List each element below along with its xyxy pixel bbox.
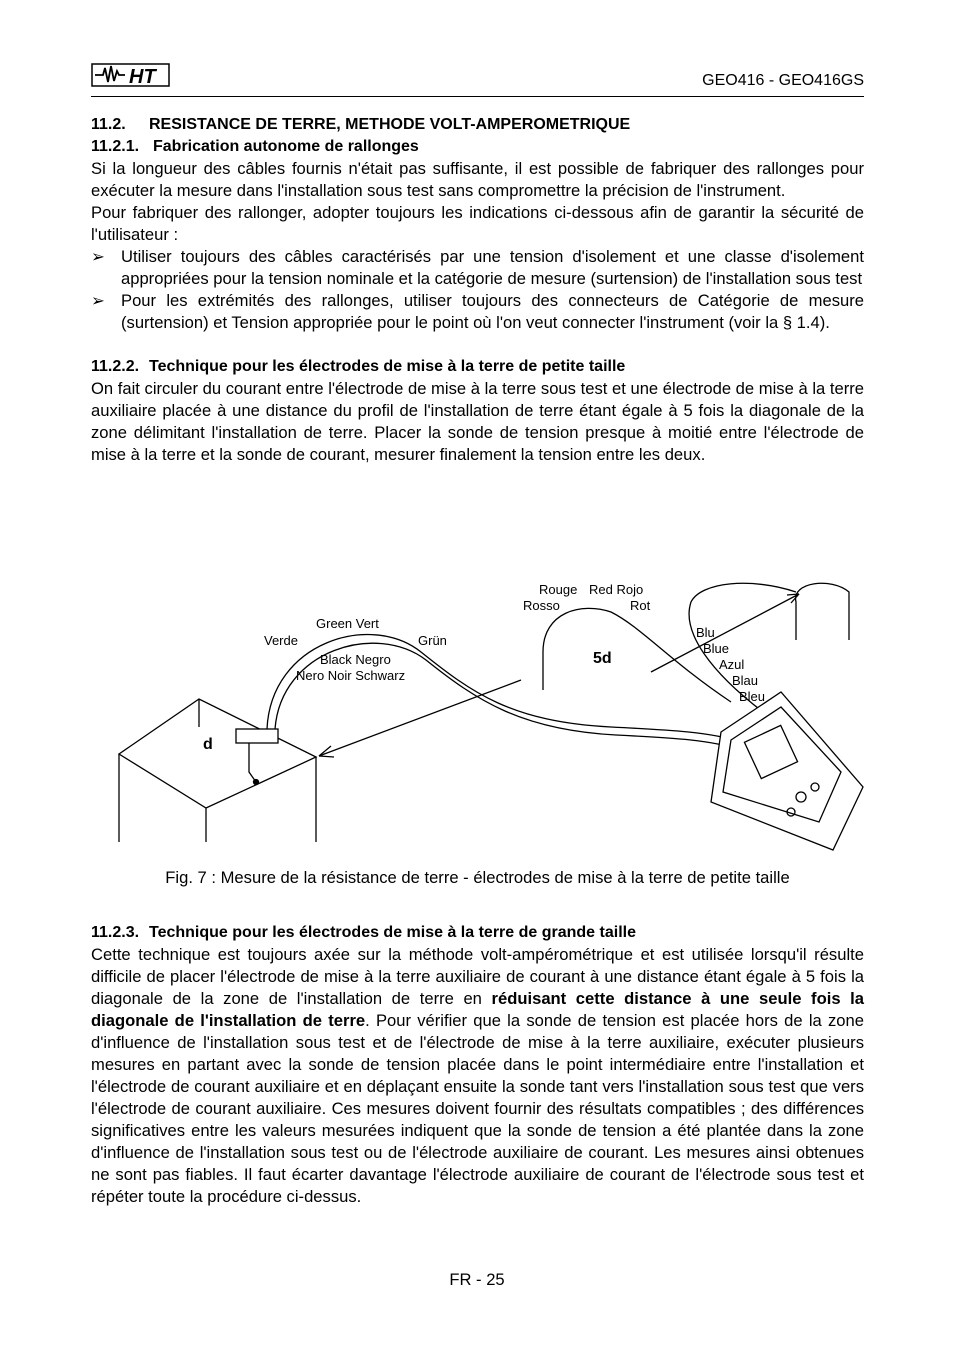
- section-title: RESISTANCE DE TERRE, METHODE VOLT-AMPEROMETRIQUE: [149, 116, 631, 133]
- label-d: d: [203, 736, 213, 753]
- paragraph-4-start: Cette technique est toujours axée sur la méthode volt-ampérométrique et est utilisée lorsqu'il résulte difficile de placer l'électrode de mise à la terre auxiliaire de courant à une distance étant égale à 5 fois la diagonale de la zone de l'installation de terre en: [91, 945, 864, 1008]
- page-number: FR - 25: [449, 1270, 505, 1289]
- label-red-rojo: Red Rojo: [589, 582, 644, 597]
- label-5d: 5d: [593, 650, 612, 667]
- list-item: [91, 246, 864, 290]
- list-item-text: Pour les extrémités des rallonges, utiliser toujours des connecteurs de Catégorie de mesure (surtension) et Tension appropriée pour le point où l'on veut connecter l'instrument (voir la § 1.4).: [121, 291, 864, 332]
- paragraph-4-end: . Pour vérifier que la sonde de tension est placée hors de la zone d'influence de l'installation sous test et de l'électrode de mise à la terre auxiliaire, exécuter plusieurs mesures en partant avec la sonde de tension placée dans le point intermédiaire entre l'installation et l'électrode de courant auxiliaire et en déplaçant ensuite la sonde tant vers l'installation sous test que vers l'électrode de courant auxiliaire. Ces mesures doivent fournir des résultats compatibles ; des différences significatives entre les valeurs mesurées indiquent que la sonde de tension a été plantée dans la zone d'influence de l'installation sous test ou de l'électrode auxiliaire de courant. Les mesures ainsi obtenues ne sont pas fiables. Il faut écarter davantage l'électrode auxiliaire de courant de l'électrode sous test et répéter toute la procédure ci-dessus.: [91, 1011, 864, 1206]
- subsection-number-1: 11.2.1.: [91, 138, 140, 155]
- ht-logo: [91, 62, 171, 88]
- bullet-list: [91, 246, 864, 334]
- subsection-title-2: Technique pour les électrodes de mise à la terre de petite taille: [149, 358, 626, 375]
- figure-7: [91, 572, 864, 862]
- paragraph-1: Si la longueur des câbles fournis n'était pas suffisante, il est possible de fabriquer des rallonges pour exécuter la mesure dans l'installation sous test sans compromettre la précision de l'instrument.: [91, 159, 864, 200]
- subsection-heading-1: [91, 136, 864, 158]
- label-rosso: Rosso: [523, 598, 560, 613]
- subsection-3: [91, 922, 864, 1208]
- main-content: [91, 114, 864, 466]
- paragraph-3: On fait circuler du courant entre l'électrode de mise à la terre sous test et une électrode de mise à la terre auxiliaire placée à une distance du profil de l'installation de terre étant égale à 5 fois la diagonale de la zone délimitant l'installation de terre. Placer la sonde de tension presque à moitié entre l'électrode de mise à la terre et la sonde de courant, mesurer finalement la tension entre les deux.: [91, 379, 864, 464]
- arrow-bullet-icon: ➢: [91, 247, 105, 266]
- earth-resistance-diagram: [91, 572, 864, 862]
- label-nero-noir-schwarz: Nero Noir Schwarz: [296, 668, 406, 683]
- label-black-negro: Black Negro: [320, 652, 391, 667]
- label-green-vert: Green Vert: [316, 616, 379, 631]
- subsection-heading-2: [91, 356, 864, 378]
- label-bleu: Bleu: [739, 689, 766, 704]
- label-rot: Rot: [630, 598, 651, 613]
- arrow-bullet-icon: ➢: [91, 291, 105, 310]
- label-blau: Blau: [732, 673, 759, 688]
- list-item: [91, 290, 864, 334]
- label-blu: Blu: [696, 625, 715, 640]
- subsection-title-3: Technique pour les électrodes de mise à la terre de grande taille: [149, 924, 636, 941]
- subsection-number-3: 11.2.3.: [91, 924, 140, 941]
- logo-text: HT: [129, 66, 156, 88]
- figure-caption: Fig. 7 : Mesure de la résistance de terre - électrodes de mise à la terre de petite taille: [165, 868, 790, 887]
- label-verde: Verde: [264, 633, 298, 648]
- section-number: 11.2.: [91, 116, 126, 133]
- subsection-number-2: 11.2.2.: [91, 358, 140, 375]
- subsection-heading-3: [91, 922, 864, 944]
- subsection-title-1: Fabrication autonome de rallonges: [153, 138, 419, 155]
- label-grun: Grün: [418, 633, 447, 648]
- document-id: GEO416 - GEO416GS: [702, 72, 864, 89]
- paragraph-4-bold: réduisant cette distance à une seule fois la diagonale de l'installation de terre: [91, 989, 864, 1030]
- paragraph-2: Pour fabriquer des rallonger, adopter toujours les indications ci-dessous afin de garantir la sécurité de l'utilisateur :: [91, 203, 864, 244]
- list-item-text: Utiliser toujours des câbles caractérisés par une tension d'isolement et une classe d'isolement appropriées pour la tension nominale et la catégorie de mesure (surtension) de l'installation sous test: [121, 247, 864, 288]
- paragraph-4: [91, 944, 864, 1208]
- label-rouge: Rouge: [539, 582, 578, 597]
- label-blue: Blue: [703, 641, 730, 656]
- label-azul: Azul: [719, 657, 745, 672]
- section-heading: [91, 114, 864, 136]
- page-header: [91, 62, 864, 97]
